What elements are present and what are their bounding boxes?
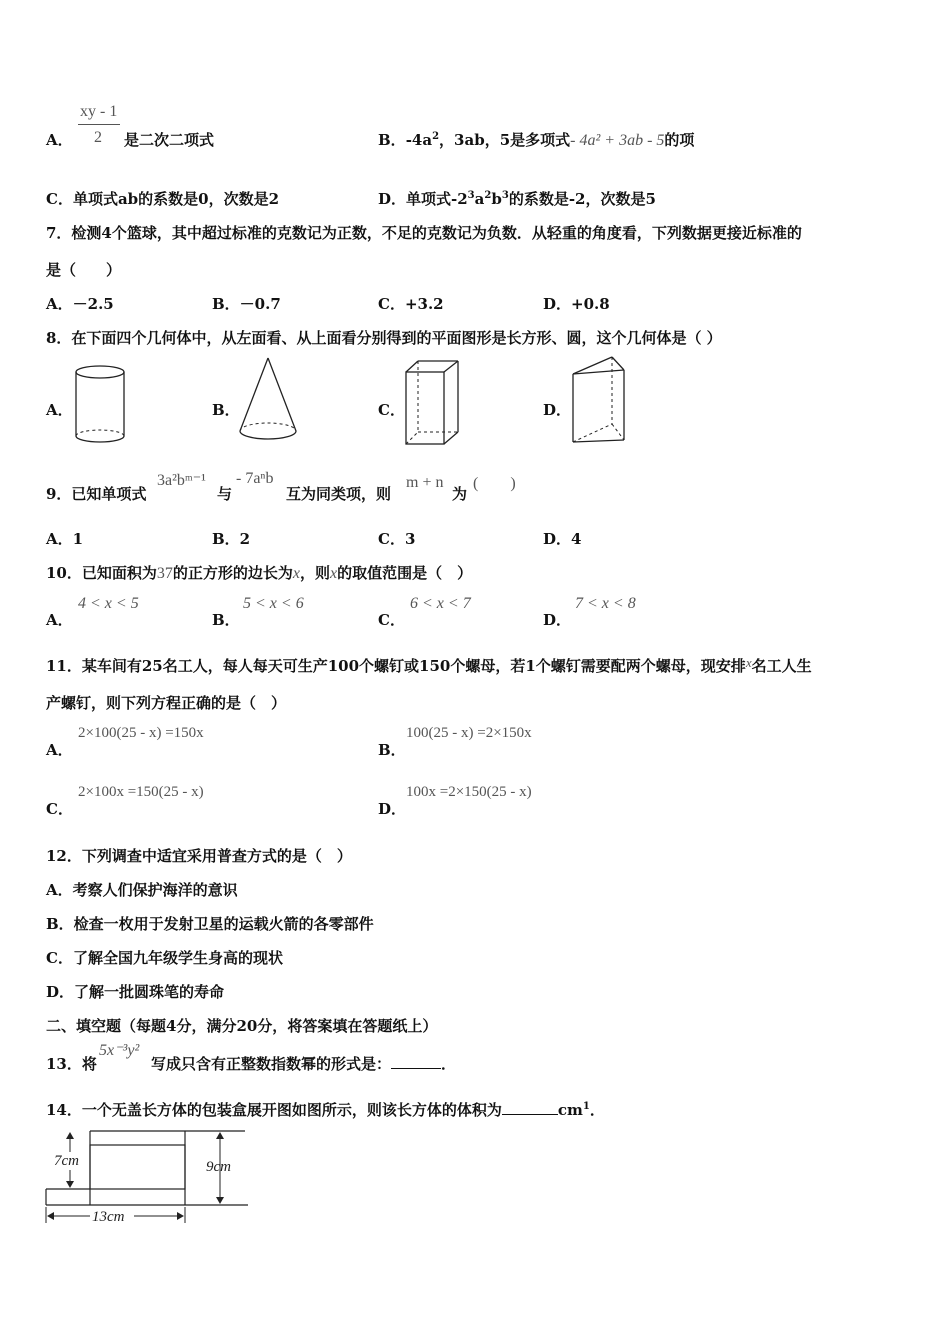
q13-stem-end: ． (441, 1055, 457, 1073)
q9-monomial-1: 3a²bᵐ⁻¹ (157, 472, 206, 489)
q9-monomial-2: - 7aⁿb (236, 470, 274, 487)
q10-option-a-range: 4 < x < 5 (78, 595, 139, 612)
q11-stem-line1 (46, 655, 812, 676)
q12-option-b: B．检查一枚用于发射卫星的运载火箭的各零部件 (46, 915, 374, 933)
q6-option-b-mid: ，3ab，5是多项式 (439, 131, 571, 149)
q10-var-x: x (292, 565, 300, 582)
q7-option-b: B．－0.7 (212, 295, 281, 313)
q11-stem-line2: 产螺钉，则下列方程正确的是（ ） (46, 694, 287, 712)
q7-stem-line2: 是（ ） (46, 261, 122, 279)
q11-option-c-equation: 2×100x =150(25 - x) (78, 784, 204, 800)
q7-option-d: D．+0.8 (543, 295, 610, 313)
q6-option-c: C．单项式ab的系数是0，次数是2 (46, 190, 280, 208)
q6-option-d (378, 188, 656, 209)
q11-option-d-label: D． (378, 800, 407, 818)
cone-figure (236, 355, 300, 447)
q6-option-b-math: - 4a² + 3ab - 5 (570, 132, 665, 149)
cylinder-figure (72, 362, 128, 446)
q6-option-b-pre: -4a (405, 131, 433, 149)
q10-stem-mid: 的正方形的边长为 (172, 564, 293, 582)
q6-option-d-b: b (491, 190, 502, 208)
q6-option-b (378, 129, 694, 150)
q11-stem-line1-b: 名工人生 (751, 657, 812, 675)
q12-option-d: D．了解一批圆珠笔的寿命 (46, 983, 225, 1001)
q7-option-c: C．+3.2 (378, 295, 444, 313)
q6-option-d-post: 的系数是-2，次数是5 (508, 190, 656, 208)
q9-option-d: D．4 (543, 530, 582, 548)
q14-unit-sup: 1 (582, 1101, 590, 1112)
q10-option-b-range: 5 < x < 6 (243, 595, 304, 612)
box-net-figure (40, 1125, 255, 1227)
q9-stem-pre: 9．已知单项式 (46, 485, 147, 503)
q11-option-a-equation: 2×100(25 - x) =150x (78, 725, 204, 741)
q14-stem (46, 1099, 605, 1120)
q14-stem-end: ． (589, 1101, 605, 1119)
q9-stem-mid: 与 (217, 485, 233, 503)
q6-option-d-a: a (474, 190, 485, 208)
q11-var-x: x (745, 655, 752, 670)
q11-option-b-label: B． (378, 741, 406, 759)
q11-option-a-label: A． (46, 741, 73, 759)
q6-option-b-sup: 2 (432, 131, 440, 142)
section-fill-in-heading: 二、填空题（每题4分，满分20分，将答案填在答题纸上） (46, 1017, 438, 1035)
q8-option-a-label: A． (46, 401, 73, 419)
q12-stem: 12．下列调查中适宜采用普查方式的是（ ） (46, 847, 352, 865)
fig-label-9cm: 9cm (206, 1159, 231, 1175)
q11-stem-line1-a: 11．某车间有25名工人，每人每天可生产100个螺钉或150个螺母，若1个螺钉需要配两个螺母，现安排 (46, 657, 746, 675)
q6-option-b-label: B． (378, 131, 406, 149)
q12-option-c: C．了解全国九年级学生身高的现状 (46, 949, 283, 967)
q10-option-b-label: B． (212, 611, 240, 629)
q14-unit: cm (557, 1101, 583, 1119)
q10-option-c-label: C． (378, 611, 405, 629)
q11-option-c-label: C． (46, 800, 73, 818)
q9-answer-paren: ( ) (473, 475, 516, 492)
q9-stem-mid2: 互为同类项，则 (286, 485, 392, 503)
q7-stem-line1: 7．检测4个篮球，其中超过标准的克数记为正数，不足的克数记为负数．从轻重的角度看，下列数据更接近标准的 (46, 224, 802, 242)
q13-expression: 5x⁻³y² (99, 1042, 140, 1059)
q6-option-d-sup3: 3 (501, 190, 509, 201)
q9-option-a: A．1 (46, 530, 84, 548)
q9-sum-expression: m + n (406, 474, 444, 491)
cuboid-figure (403, 358, 463, 448)
q12-option-a: A．考察人们保护海洋的意识 (46, 881, 238, 899)
q14-stem-pre: 14．一个无盖长方体的包装盒展开图如图所示，则该长方体的体积为 (46, 1101, 502, 1119)
q10-var-x2: x (330, 565, 338, 582)
q10-stem-post: 的取值范围是（ ） (337, 564, 473, 582)
q6-option-a-text: 是二次二项式 (124, 131, 215, 149)
q10-stem-pre: 10．已知面积为 (46, 564, 157, 582)
fig-label-13cm: 13cm (92, 1209, 125, 1225)
q6-option-d-sup2: 2 (484, 190, 492, 201)
q9-stem-post: 为 (452, 485, 468, 503)
q8-option-d-label: D． (543, 401, 572, 419)
q9-option-b: B．2 (212, 530, 251, 548)
q10-option-a-label: A． (46, 611, 73, 629)
q6-option-a-numerator: xy - 1 (80, 103, 118, 120)
q7-option-a: A．－2.5 (46, 295, 114, 313)
q10-stem-mid2: ，则 (300, 564, 331, 582)
q6-option-a-label: A． (46, 131, 73, 149)
q10-option-d-label: D． (543, 611, 572, 629)
q10-option-d-range: 7 < x < 8 (575, 595, 636, 612)
q13-stem-post: 写成只含有正整数指数幂的形式是： (151, 1055, 392, 1073)
q10-stem (46, 562, 472, 583)
q6-option-b-post: 的项 (664, 131, 695, 149)
q8-option-b-label: B． (212, 401, 240, 419)
q13-stem (151, 1053, 456, 1074)
q13-stem-pre: 13．将 (46, 1055, 97, 1073)
q11-option-b-equation: 100(25 - x) =2×150x (406, 725, 532, 741)
q10-area-value: 37 (156, 565, 173, 582)
q8-stem: 8．在下面四个几何体中，从左面看、从上面看分别得到的平面图形是长方形、圆，这个几何体是（ ） (46, 329, 722, 347)
triangular-prism-figure (568, 354, 630, 446)
q14-answer-blank[interactable] (502, 1114, 558, 1115)
q9-option-c: C．3 (378, 530, 416, 548)
q10-option-c-range: 6 < x < 7 (410, 595, 471, 612)
q6-option-d-pre: D．单项式-2 (378, 190, 468, 208)
q6-option-d-sup1: 3 (467, 190, 475, 201)
q8-option-c-label: C． (378, 401, 405, 419)
fraction-bar (78, 124, 120, 125)
fig-label-7cm: 7cm (54, 1153, 79, 1169)
q6-option-a-denominator: 2 (94, 129, 102, 146)
q13-answer-blank[interactable] (391, 1068, 441, 1069)
q11-option-d-equation: 100x =2×150(25 - x) (406, 784, 532, 800)
